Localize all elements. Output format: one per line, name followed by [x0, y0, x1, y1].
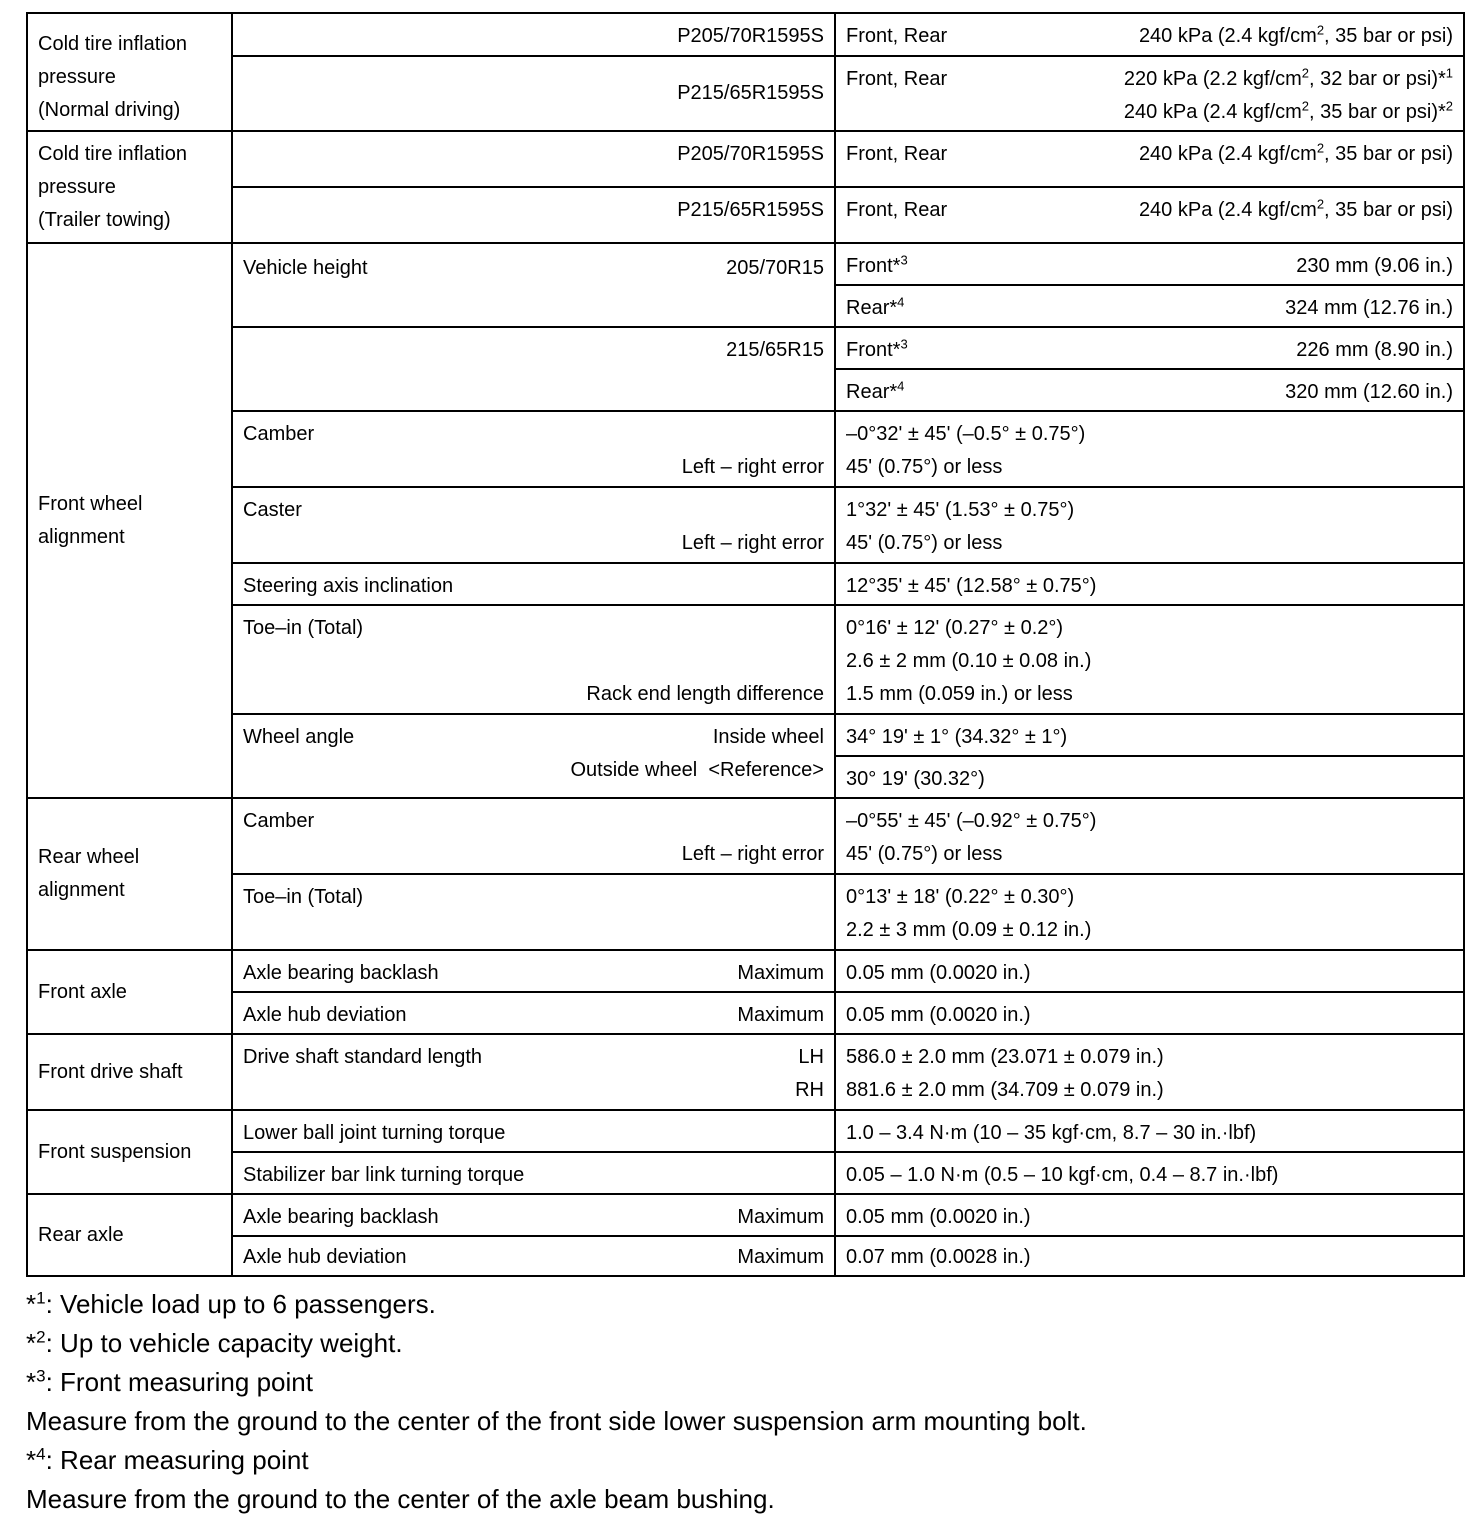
- pressure-cell: [835, 56, 1464, 131]
- spec-table: [26, 12, 1465, 1277]
- axle-text: Front, Rear: [846, 199, 948, 221]
- vehicle-height-label: Vehicle height: [243, 257, 368, 279]
- superscript: 2: [1316, 22, 1325, 38]
- footnotes: [26, 1285, 1466, 1519]
- pressure-value: [1139, 194, 1453, 227]
- caster-value: 1°32' ± 45' (1.53° ± 0.75°): [846, 499, 1075, 521]
- table-row: [27, 56, 1464, 131]
- item-value: 0.05 mm (0.0020 in.): [835, 950, 1464, 992]
- table-row: [27, 563, 1464, 605]
- rack-value: 1.5 mm (0.059 in.) or less: [846, 683, 1073, 705]
- error-value: 45' (0.75°) or less: [846, 456, 1003, 478]
- toe-values: [835, 605, 1464, 714]
- item-label: Drive shaft standard length: [243, 1046, 483, 1068]
- rack-label: Rack end length difference: [586, 683, 824, 705]
- group-label-front-alignment: [27, 243, 232, 798]
- group-label-rear-axle: Rear axle: [27, 1194, 232, 1276]
- pressure-part: , 35 bar or psi)*: [1309, 101, 1446, 123]
- label-line: pressure: [38, 66, 116, 88]
- item-value: 0.07 mm (0.0028 in.): [835, 1236, 1464, 1276]
- label-line: Front wheel: [38, 492, 143, 515]
- camber-cell: [232, 798, 835, 874]
- note-mark: *: [26, 1328, 37, 1358]
- label-line: (Normal driving): [38, 99, 181, 121]
- item-cell: [232, 992, 835, 1034]
- note-mark: *: [26, 1367, 37, 1397]
- table-row: [27, 243, 1464, 285]
- camber-values: [835, 411, 1464, 487]
- position-label: [846, 292, 904, 325]
- pressure-part: , 35 bar or psi): [1324, 199, 1453, 221]
- note-number: 2: [36, 1327, 46, 1347]
- position-text: Front*: [846, 339, 901, 361]
- height-value: 324 mm (12.76 in.): [1285, 297, 1453, 319]
- tire-size: [232, 187, 835, 243]
- pressure-part: 240 kPa (2.4 kgf/cm: [1138, 143, 1317, 165]
- item-label: Axle hub deviation: [243, 1246, 407, 1268]
- tire-size-text: 205/70R15: [726, 257, 824, 279]
- item-label: Lower ball joint turning torque: [232, 1110, 835, 1152]
- position-label: [846, 250, 908, 283]
- tire-size: [232, 131, 835, 187]
- table-row: [27, 1194, 1464, 1236]
- group-label-cold-trailer: [27, 131, 232, 243]
- position-text: Front*: [846, 255, 901, 277]
- group-label-front-suspension: Front suspension: [27, 1110, 232, 1194]
- item-label: Stabilizer bar link turning torque: [232, 1152, 835, 1194]
- wheel-angle-label: Wheel angle: [243, 726, 355, 748]
- item-cell: [232, 1236, 835, 1276]
- caster-label: Caster: [243, 499, 302, 521]
- pressure-part: , 35 bar or psi): [1324, 25, 1453, 47]
- pressure-value: [1124, 63, 1453, 96]
- item-cell: [232, 1194, 835, 1236]
- position-label: [846, 376, 904, 409]
- label-line: Cold tire inflation: [38, 33, 187, 55]
- error-value: 45' (0.75°) or less: [846, 532, 1003, 554]
- table-row: [27, 714, 1464, 756]
- item-cell: [232, 950, 835, 992]
- pressure-value: [1139, 138, 1453, 171]
- caster-values: [835, 487, 1464, 563]
- group-label-cold-normal: [27, 13, 232, 131]
- outside-wheel-value: 30° 19' (30.32°): [835, 756, 1464, 798]
- toe-label: Toe–in (Total): [243, 617, 364, 639]
- label-line: alignment: [38, 879, 125, 901]
- condition-label: Maximum: [737, 1206, 824, 1228]
- item-label: Axle hub deviation: [243, 1004, 407, 1026]
- pressure-part: 220 kPa (2.2 kgf/cm: [1123, 68, 1302, 90]
- table-row: [27, 605, 1464, 714]
- vehicle-height-cell: [232, 243, 835, 327]
- tire-size-text: P215/65R1595S: [677, 199, 824, 221]
- toe-cell: [232, 605, 835, 714]
- sai-label: Steering axis inclination: [232, 563, 835, 605]
- pressure-part: , 35 bar or psi): [1324, 143, 1453, 165]
- camber-cell: [232, 411, 835, 487]
- note-text: : Up to vehicle capacity weight.: [45, 1328, 403, 1358]
- rh-label: RH: [795, 1079, 824, 1101]
- table-row: [27, 487, 1464, 563]
- table-row: [27, 1152, 1464, 1194]
- note-number: 3: [36, 1366, 46, 1386]
- superscript: 2: [1301, 65, 1310, 81]
- item-label: Axle bearing backlash: [243, 962, 439, 984]
- superscript: 2: [1316, 196, 1325, 212]
- footnote-3-detail: Measure from the ground to the center of the front side lower suspension arm mounting bolt.: [26, 1406, 1087, 1436]
- footnote-3: [26, 1363, 1466, 1402]
- toe-value: 2.6 ± 2 mm (0.10 ± 0.08 in.): [846, 650, 1092, 672]
- table-row: [27, 874, 1464, 950]
- pressure-cell: [835, 131, 1464, 187]
- tire-size: [232, 13, 835, 56]
- height-value: 230 mm (9.06 in.): [1296, 255, 1453, 277]
- group-label-drive-shaft: Front drive shaft: [27, 1034, 232, 1110]
- toe-value: 0°13' ± 18' (0.22° ± 0.30°): [846, 886, 1075, 908]
- tire-size-text: P205/70R1595S: [677, 143, 824, 165]
- height-cell: [835, 243, 1464, 285]
- note-mark: *: [26, 1445, 37, 1475]
- rh-value: 881.6 ± 2.0 mm (34.709 ± 0.079 in.): [846, 1079, 1164, 1101]
- position-text: Rear*: [846, 381, 898, 403]
- outside-wheel-label: Outside wheel <Reference>: [570, 759, 824, 781]
- pressure-cell: [835, 13, 1464, 56]
- note-ref: 1: [1445, 65, 1453, 81]
- wheel-angle-cell: [232, 714, 835, 798]
- lh-value: 586.0 ± 2.0 mm (23.071 ± 0.079 in.): [846, 1046, 1164, 1068]
- error-value: 45' (0.75°) or less: [846, 843, 1003, 865]
- toe-label: Toe–in (Total): [232, 874, 835, 950]
- footnote-4: [26, 1441, 1466, 1480]
- pressure-cell: [835, 187, 1464, 243]
- camber-values: [835, 798, 1464, 874]
- height-cell: [835, 285, 1464, 327]
- note-text: : Front measuring point: [45, 1367, 313, 1397]
- pressure-part: 240 kPa (2.4 kgf/cm: [1138, 199, 1317, 221]
- error-label: Left – right error: [681, 843, 824, 865]
- height-cell: [835, 369, 1464, 411]
- inside-wheel-value: 34° 19' ± 1° (34.32° ± 1°): [835, 714, 1464, 756]
- footnote-4-detail: Measure from the ground to the center of the axle beam bushing.: [26, 1484, 775, 1514]
- note-ref: 2: [1445, 98, 1453, 114]
- note-text: : Rear measuring point: [45, 1445, 309, 1475]
- label-line: Rear wheel: [38, 846, 140, 868]
- toe-value: 0°16' ± 12' (0.27° ± 0.2°): [846, 617, 1064, 639]
- pressure-part: 240 kPa (2.4 kgf/cm: [1138, 25, 1317, 47]
- camber-value: –0°32' ± 45' (–0.5° ± 0.75°): [846, 423, 1086, 445]
- tire-size-text: P215/65R1595S: [677, 82, 824, 104]
- group-label-front-axle: Front axle: [27, 950, 232, 1034]
- table-row: [27, 13, 1464, 56]
- condition-label: Maximum: [737, 1246, 824, 1268]
- superscript: 2: [1301, 98, 1310, 114]
- pressure-part: , 32 bar or psi)*: [1309, 68, 1446, 90]
- camber-value: –0°55' ± 45' (–0.92° ± 0.75°): [846, 810, 1097, 832]
- table-row: [27, 131, 1464, 187]
- tire-size: [232, 327, 835, 411]
- label-line: (Trailer towing): [38, 209, 171, 231]
- toe-value: 2.2 ± 3 mm (0.09 ± 0.12 in.): [846, 919, 1092, 941]
- height-cell: [835, 327, 1464, 369]
- length-values: [835, 1034, 1464, 1110]
- sai-value: 12°35' ± 45' (12.58° ± 0.75°): [835, 563, 1464, 605]
- height-value: 226 mm (8.90 in.): [1296, 339, 1453, 361]
- table-row: [27, 1034, 1464, 1110]
- table-row: [27, 1236, 1464, 1276]
- height-value: 320 mm (12.60 in.): [1285, 381, 1453, 403]
- table-row: [27, 187, 1464, 243]
- axle-text: Front, Rear: [846, 68, 948, 90]
- note-number: 4: [36, 1444, 46, 1464]
- tire-size-text: 215/65R15: [726, 339, 824, 361]
- table-row: [27, 411, 1464, 487]
- condition-label: Maximum: [737, 1004, 824, 1026]
- note-number: 1: [36, 1288, 46, 1308]
- caster-cell: [232, 487, 835, 563]
- table-row: [27, 1110, 1464, 1152]
- condition-label: Maximum: [737, 962, 824, 984]
- label-line: alignment: [38, 525, 125, 548]
- position-label: [846, 334, 908, 367]
- footnote-2: [26, 1324, 1466, 1363]
- note-ref: 3: [900, 336, 908, 352]
- item-value: 0.05 mm (0.0020 in.): [835, 992, 1464, 1034]
- inside-wheel-label: Inside wheel: [712, 726, 824, 748]
- toe-values: [835, 874, 1464, 950]
- note-ref: 4: [897, 378, 905, 394]
- pressure-part: 240 kPa (2.4 kgf/cm: [1123, 101, 1302, 123]
- lh-label: LH: [798, 1046, 824, 1068]
- error-label: Left – right error: [681, 456, 824, 478]
- item-cell: [232, 1034, 835, 1110]
- axle-text: Front, Rear: [846, 143, 948, 165]
- table-row: [27, 798, 1464, 874]
- item-label: Axle bearing backlash: [243, 1206, 439, 1228]
- pressure-value: [1139, 20, 1453, 53]
- superscript: 2: [1316, 140, 1325, 156]
- table-row: [27, 992, 1464, 1034]
- table-row: [27, 327, 1464, 369]
- note-mark: *: [26, 1289, 37, 1319]
- item-value: 0.05 mm (0.0020 in.): [835, 1194, 1464, 1236]
- footnote-1: [26, 1285, 1466, 1324]
- error-label: Left – right error: [681, 532, 824, 554]
- label-line: pressure: [38, 176, 116, 198]
- axle-text: Front, Rear: [846, 25, 948, 47]
- note-ref: 4: [897, 294, 905, 310]
- note-text: : Vehicle load up to 6 passengers.: [45, 1289, 436, 1319]
- position-text: Rear*: [846, 297, 898, 319]
- tire-size: [232, 56, 835, 131]
- table-row: [27, 950, 1464, 992]
- item-value: 0.05 – 1.0 N·m (0.5 – 10 kgf·cm, 0.4 – 8.7 in.·lbf): [835, 1152, 1464, 1194]
- camber-label: Camber: [243, 810, 315, 832]
- camber-label: Camber: [243, 423, 315, 445]
- tire-size-text: P205/70R1595S: [677, 25, 824, 47]
- label-line: Cold tire inflation: [38, 143, 187, 165]
- note-ref: 3: [900, 252, 908, 268]
- group-label-rear-alignment: [27, 798, 232, 950]
- item-value: 1.0 – 3.4 N·m (10 – 35 kgf·cm, 8.7 – 30 in.·lbf): [835, 1110, 1464, 1152]
